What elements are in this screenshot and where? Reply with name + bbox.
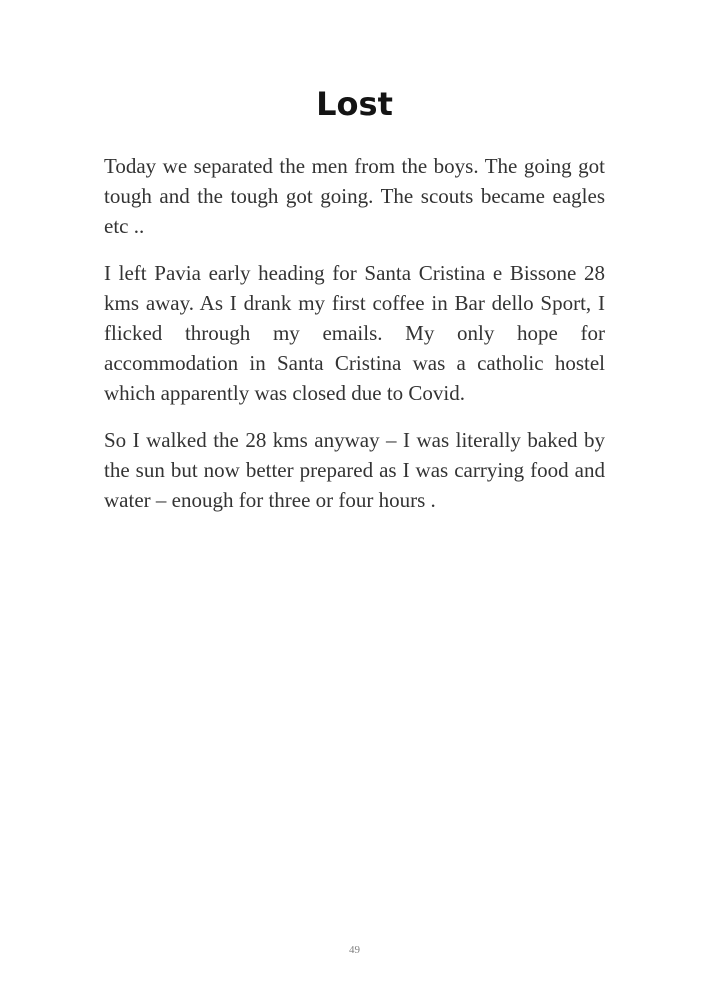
paragraph-3: So I walked the 28 kms anyway – I was literally baked by the sun but now better prepared as I was carrying food and water – enough for three or four hours . (104, 428, 605, 512)
paragraph-2: I left Pavia early heading for Santa Cristina e Bissone 28 kms away. As I drank my first coffee in Bar dello Sport, I flicked through my emails. My only hope for accommodation in Santa Cristina was a catholic hostel which apparently was closed due to Covid. (104, 261, 605, 405)
page-number: 49 (349, 944, 360, 956)
paragraph-1: Today we separated the men from the boys. The going got tough and the tough got going. The scouts became eagles etc .. (104, 154, 605, 238)
chapter-title: Lost (316, 85, 393, 123)
body-text (104, 151, 605, 532)
